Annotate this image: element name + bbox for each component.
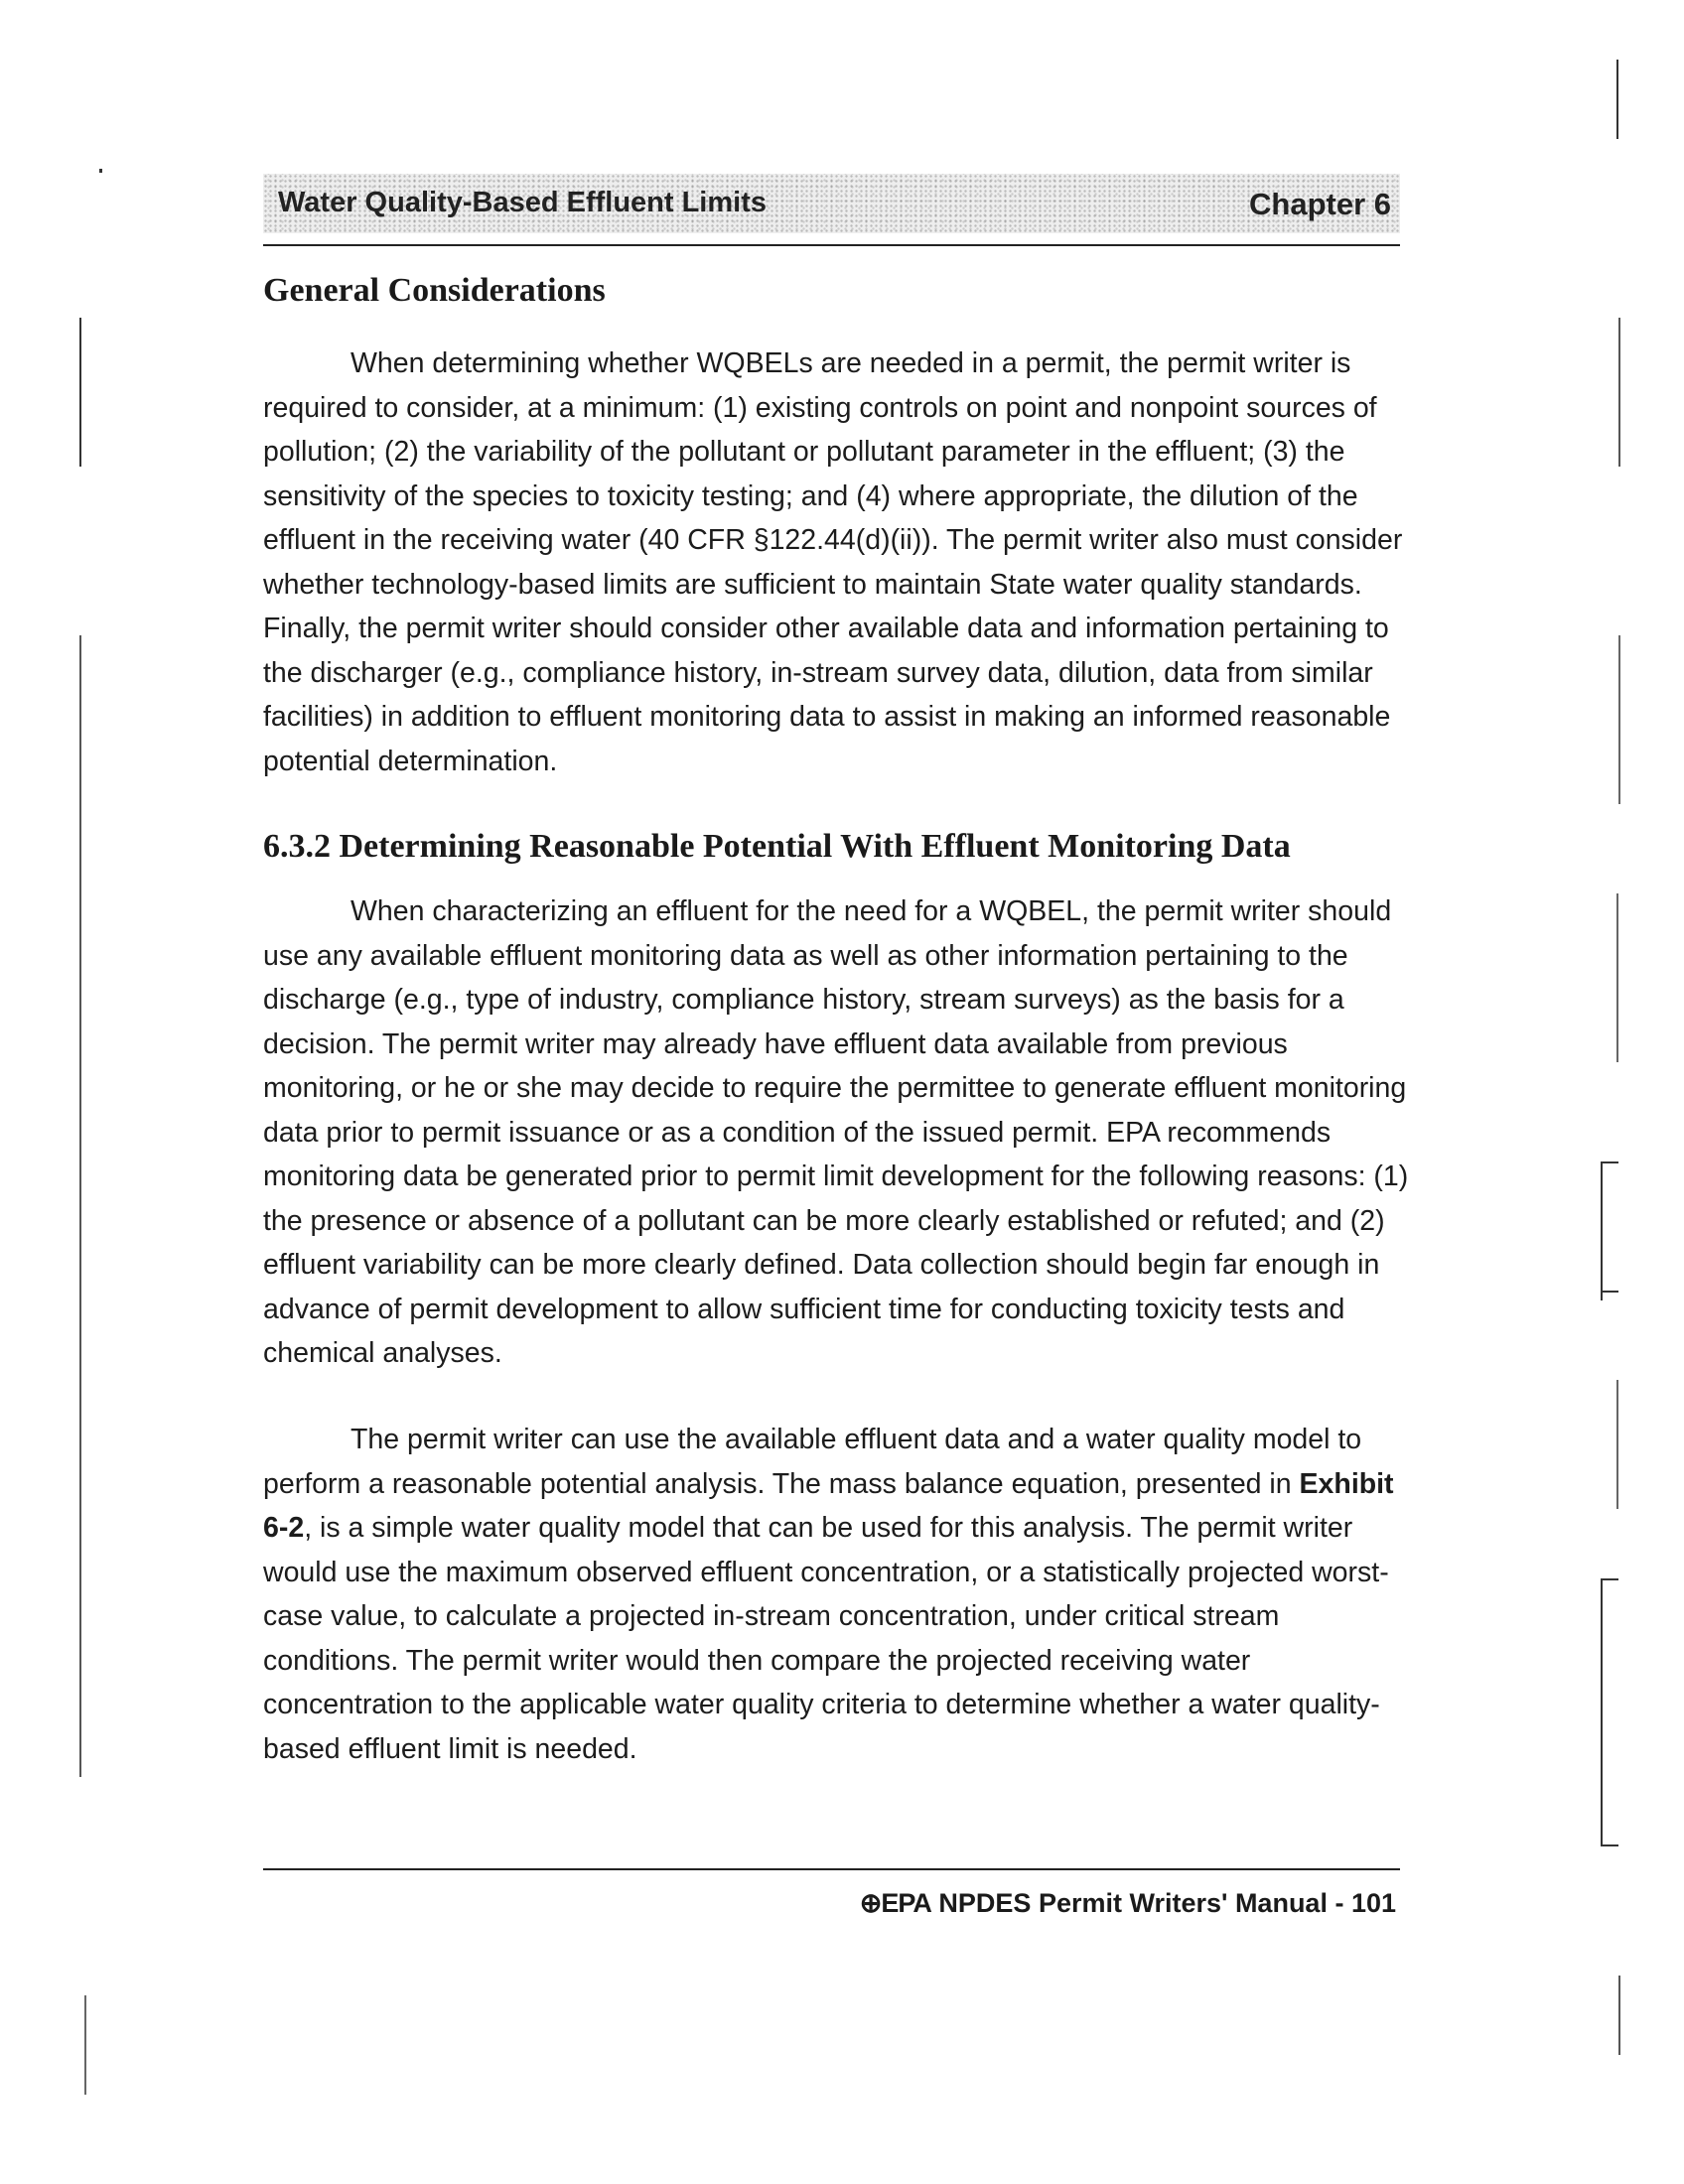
paragraph-text: , is a simple water quality model that can be used for this analysis. The permit writer would use the maximum observed effluent concentration, or a statistically projected worst-case value, to calculate a projected in-stream concentration, under critical stream conditions. The permit writer would then compare the projected receiving water concentration to the applicable water quality criteria to determine whether a water quality-based effluent limit is needed.: [263, 1512, 1389, 1765]
running-header-chapter: Chapter 6: [1249, 187, 1391, 221]
scan-mark: [1616, 60, 1618, 139]
scan-mark: [99, 169, 102, 173]
section-heading-6-3-2: 6.3.2 Determining Reasonable Potential With Effluent Monitoring Data: [263, 828, 1291, 865]
scan-mark: [1616, 1380, 1618, 1509]
paragraph-characterizing-effluent: When characterizing an effluent for the need for a WQBEL, the permit writer should use any available effluent monitoring data as well as other information pertaining to the discharge (e.g., type of industry, compliance history, stream surveys) as the basis for a decision. The permit writer may already have effluent data available from previous monitoring, or he or she may decide to require the permittee to generate effluent monitoring data prior to permit issuance or as a condition of the issued permit. EPA recommends monitoring data be generated prior to permit limit development for the following reasons: (1) the presence or absence of a pollutant can be more clearly established or refuted; and (2) effluent variability can be more clearly defined. Data collection should begin far enough in advance of permit development to allow sufficient time for conducting toxicity tests and chemical analyses.: [263, 895, 1409, 1369]
scan-mark: [79, 635, 81, 1777]
header-divider: [263, 244, 1400, 246]
scan-mark: [1618, 318, 1620, 467]
scan-mark: [1616, 893, 1618, 1062]
scan-mark: [1601, 1844, 1618, 1846]
scan-mark: [1601, 1161, 1618, 1163]
running-header-title: Water Quality-Based Effluent Limits: [278, 187, 767, 218]
scan-mark: [1618, 1976, 1620, 2055]
paragraph-text: The permit writer can use the available effluent data and a water quality model to perform a reasonable potential analysis. The mass balance equation, presented in: [263, 1424, 1362, 1500]
section-heading-general: General Considerations: [263, 272, 606, 309]
scan-mark: [1618, 635, 1620, 804]
paragraph-reasonable-potential-analysis: [263, 1418, 1415, 1771]
exhibit-reference: Exhibit 6-2: [263, 1467, 1394, 1544]
scan-mark: [1601, 1161, 1603, 1300]
scan-mark: [1601, 1578, 1618, 1580]
scan-mark: [84, 1995, 86, 2095]
scan-mark: [1601, 1291, 1618, 1293]
epa-logo-icon: ⊕EPA: [859, 1888, 931, 1918]
scan-mark: [1601, 1578, 1603, 1846]
page-footer: [860, 1888, 1396, 1919]
paragraph-general-considerations: When determining whether WQBELs are needed in a permit, the permit writer is required to consider, at a minimum: (1) existing controls on point and nonpoint sources of pollution; (2) the variability of the pollutant or pollutant parameter in the effluent; (3) the sensitivity of the species to toxicity testing; and (4) where appropriate, the dilution of the effluent in the receiving water (40 CFR §122.44(d)(ii)). The permit writer also must consider whether technology-based limits are sufficient to maintain State water quality standards. Finally, the permit writer should consider other available data and information pertaining to the discharger (e.g., compliance history, in-stream survey data, dilution, data from similar facilities) in addition to effluent monitoring data to assist in making an informed reasonable potential determination.: [263, 347, 1403, 777]
scan-mark: [79, 318, 81, 467]
footer-divider: [263, 1868, 1400, 1870]
footer-text: NPDES Permit Writers' Manual - 101: [938, 1888, 1396, 1918]
